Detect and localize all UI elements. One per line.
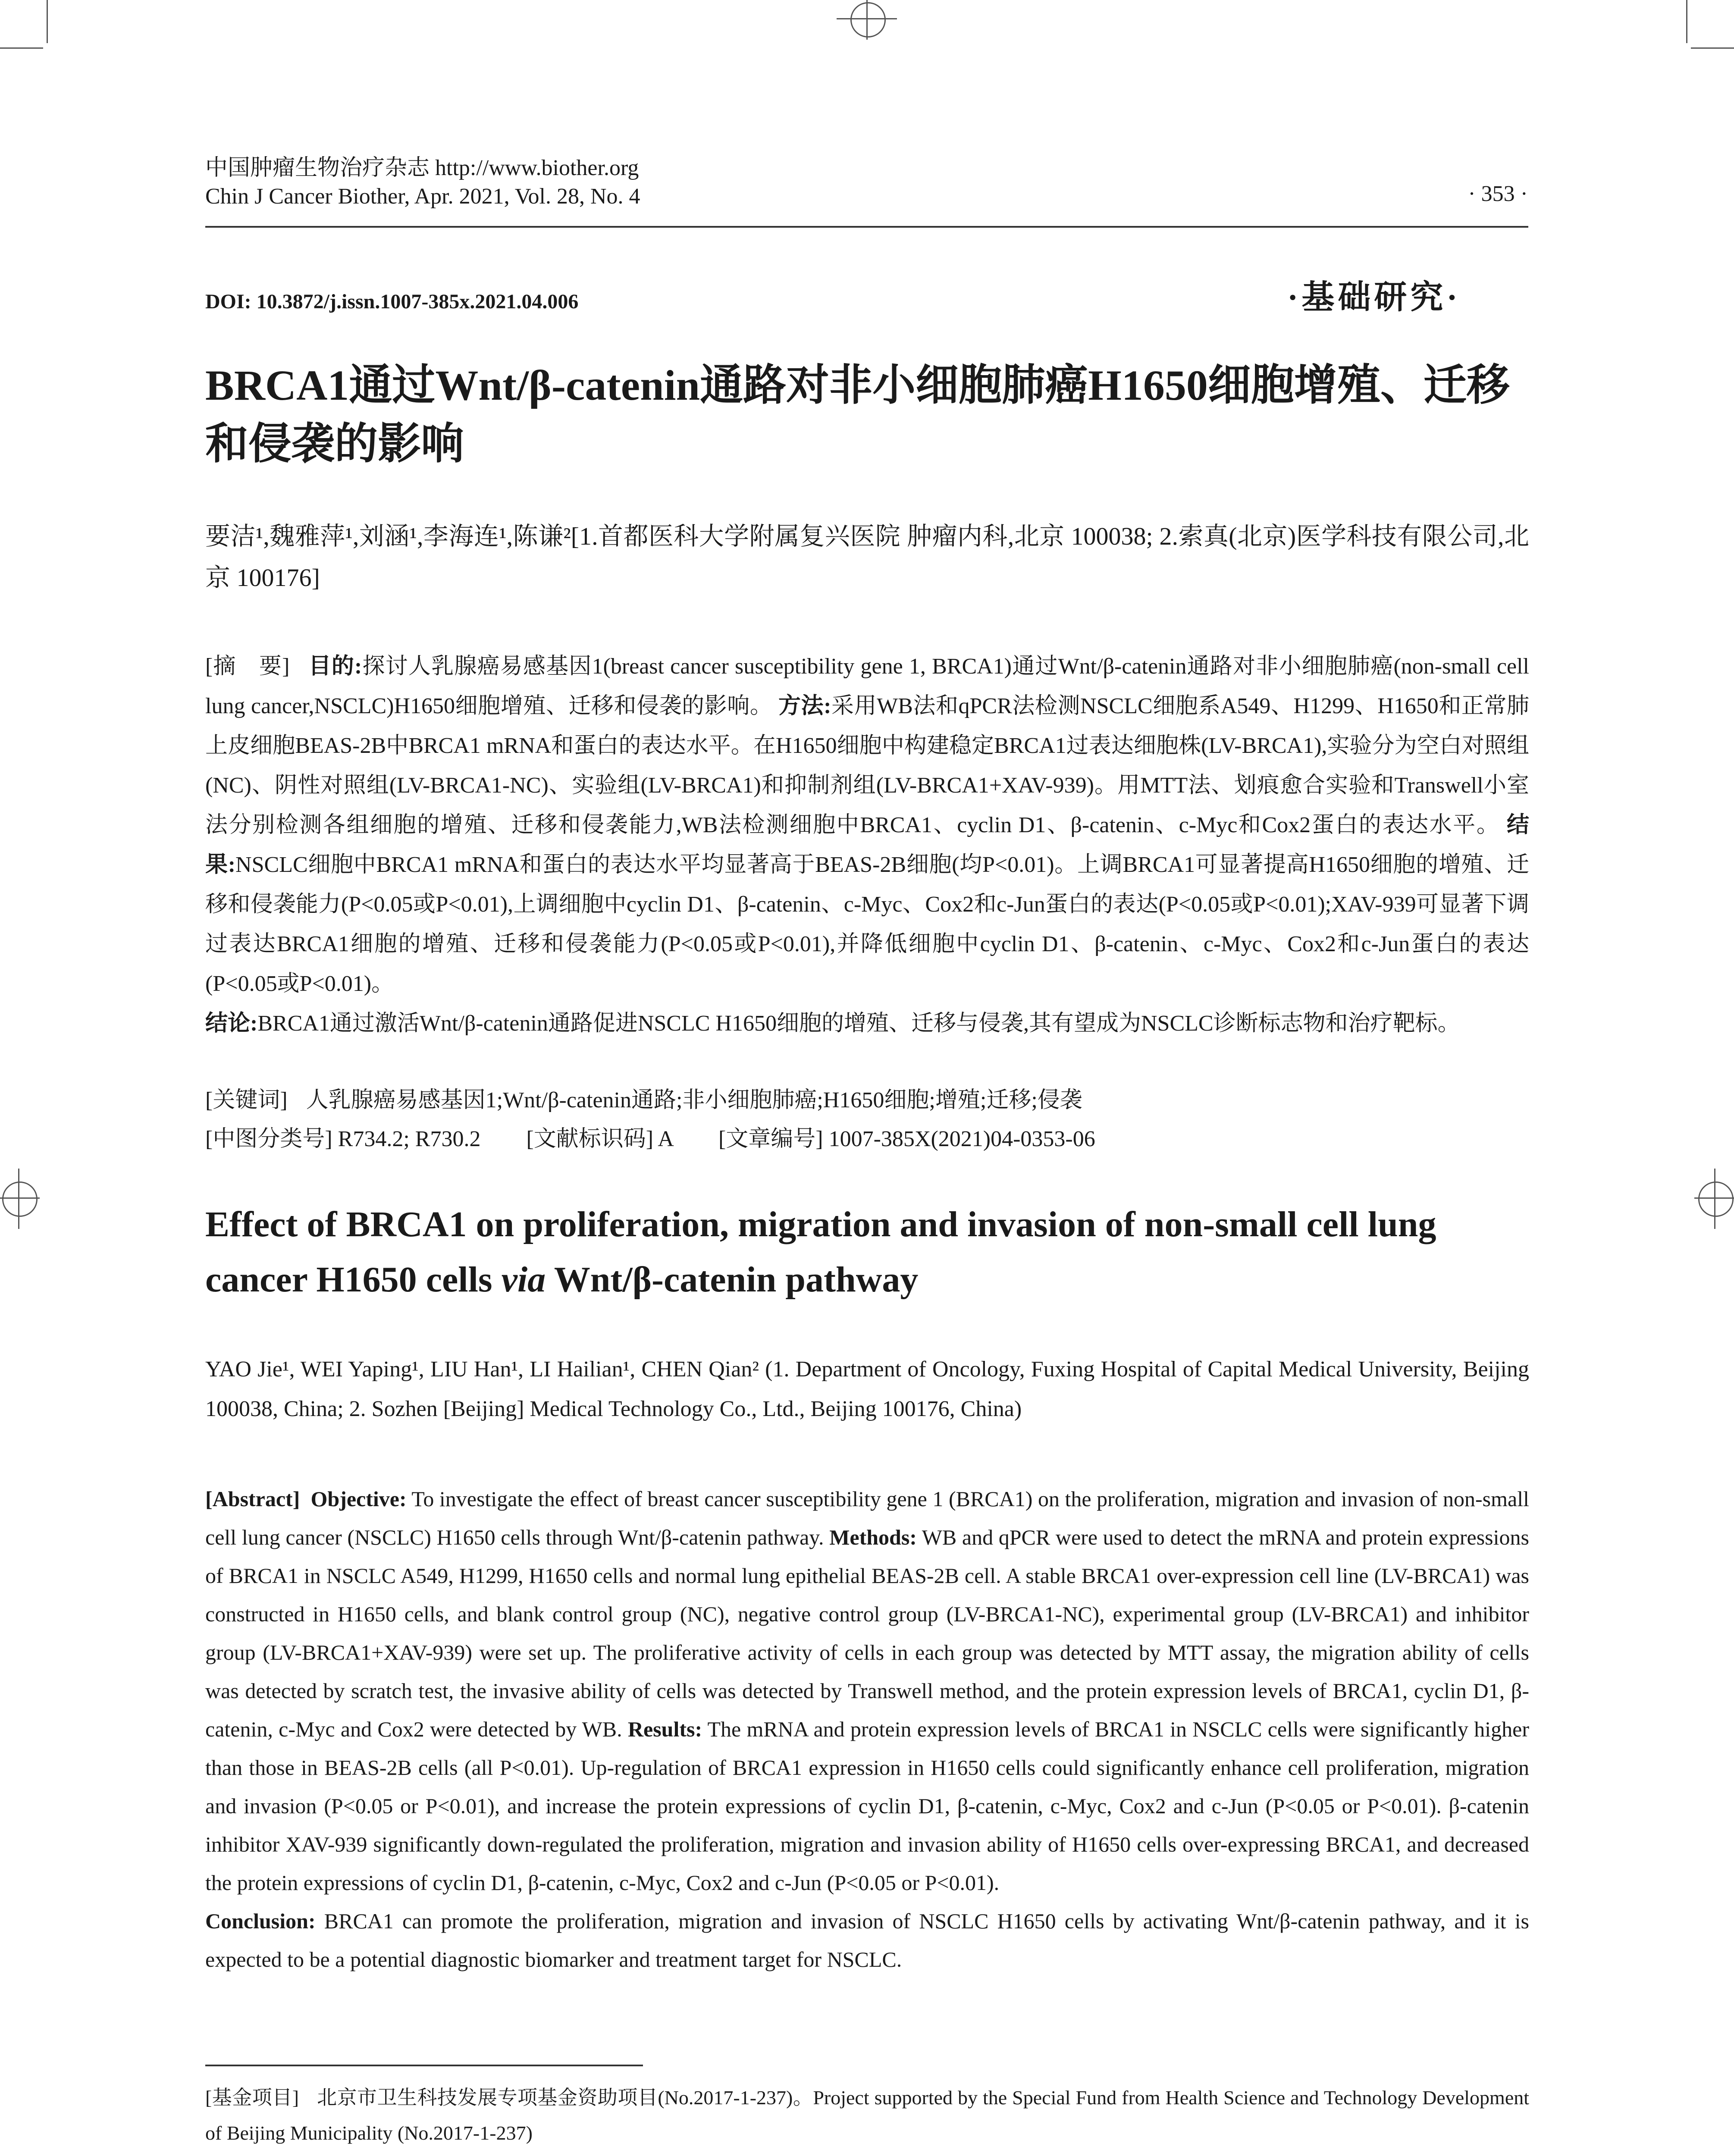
methods-text: 采用WB法和qPCR法检测NSCLC细胞系A549、H1299、H1650和正常肺上皮细胞BEAS-2B中BRCA1 mRNA和蛋白的表达水平。在H1650细胞中构建稳定BRCA1过表达细胞株(LV-BRCA1),实验分为空白对照组(NC)、阴性对照组(LV-BRCA1-NC)、实验组(LV-BRCA1)和抑制剂组(LV-BRCA1+XAV-939)。用MTT法、划痕愈合实验和Transwell小室法分别检测各组细胞的增殖、迁移和侵袭能力,WB法检测细胞中BRCA1、cyclin D1、β-catenin、c-Myc和Cox2蛋白的表达水平。 [205,694,1529,837]
objective-text: 探讨人乳腺癌易感基因1(breast cancer susceptibility gene 1, BRCA1)通过Wnt/β-catenin通路对非小细胞肺癌(non-small cell lung cancer,NSCLC)H1650细胞增殖、迁移和侵袭的影响。 [205,654,1529,718]
section-tag: ·基础研究· [1287,279,1461,316]
keywords-text: 人乳腺癌易感基因1;Wnt/β-catenin通路;非小细胞肺癌;H1650细胞;增殖;迁移;侵袭 [306,1088,1082,1112]
title-en-via: via [501,1260,546,1300]
footnotes [205,2080,1529,2156]
author-note [205,2151,1529,2156]
objective-en-text: To investigate the effect of breast cancer susceptibility gene 1 (BRCA1) on the proliferation, migration and invasion of non-small cell lung cancer (NSCLC) H1650 cells through Wnt/β-catenin pathway. [205,1487,1530,1549]
title-cn: BRCA1通过Wnt/β-catenin通路对非小细胞肺癌H1650细胞增殖、迁移和侵袭的影响 [205,361,1510,468]
conclusion-text: BRCA1通过激活Wnt/β-catenin通路促进NSCLC H1650细胞的增殖、迁移与侵袭,其有望成为NSCLC诊断标志物和治疗靶标。 [257,1011,1460,1036]
title-en [205,1197,1529,1307]
conclusion-label: 结论: [205,1011,258,1036]
results-en-label: Results: [627,1717,702,1741]
footnote-divider [205,2065,643,2066]
fund-note [205,2080,1529,2151]
classification-row [205,1120,1529,1153]
objective-label: 目的: [308,654,362,679]
header-divider [205,226,1528,228]
article-number-value: 1007-385X(2021)04-0353-06 [828,1127,1095,1151]
title-en-part1: Effect of BRCA1 on proliferation, migration and invasion of non-small cell lung cancer H1650 cells [205,1204,1436,1300]
abstract-cn [205,647,1529,1044]
results-text: NSCLC细胞中BRCA1 mRNA和蛋白的表达水平均显著高于BEAS-2B细胞(均P<0.01)。上调BRCA1可显著提高H1650细胞的增殖、迁移和侵袭能力(P<0.05或P<0.01),上调细胞中cyclin D1、β-catenin、c-Myc、Cox2和c-Jun蛋白的表达(P<0.05或P<0.01);XAV-939可显著下调过表达BRCA1细胞的增殖、迁移和侵袭能力(P<0.05或P<0.01),并降低细胞中cyclin D1、β-catenin、c-Myc、Cox2和c-Jun蛋白的表达(P<0.05或P<0.01)。 [205,852,1529,996]
conclusion-en-label: Conclusion: [205,1909,316,1933]
keywords-label: [关键词] [205,1088,288,1112]
objective-en-label: Objective: [310,1487,407,1511]
abstract-en [205,1480,1529,1979]
fund-label: [基金项目] [205,2087,299,2109]
abstract-tag: [摘 要] [205,654,290,679]
results-label: 结果: [205,813,1530,877]
doc-code-label: [文献标识码] [526,1127,654,1151]
article-number-label: [文章编号] [718,1127,823,1151]
doi: DOI: 10.3872/j.issn.1007-385x.2021.04.006 [205,290,579,313]
page-number: · 353 · [1468,182,1528,206]
keywords [205,1081,1529,1114]
doc-code-value: A [658,1127,673,1151]
methods-label: 方法: [778,694,831,718]
authors-cn: 要洁¹,魏雅萍¹,刘涵¹,李海连¹,陈谦²[1.首都医科大学附属复兴医院 肿瘤内科,北京 100038; 2.索真(北京)医学科技有限公司,北京 100176] [205,522,1529,592]
journal-name-en: Chin J Cancer Biother, Apr. 2021, Vol. 28, No. 4 [205,184,640,209]
results-en-text: The mRNA and protein expression levels of BRCA1 in NSCLC cells were significantly higher than those in BEAS-2B cells (all P<0.01). Up-regulation of BRCA1 expression in H1650 cells could significantly enhance cell proliferation, migration and invasion (P<0.05 or P<0.01), and increase the protein expressions of cyclin D1, β-catenin, c-Myc, Cox2 and c-Jun (P<0.05 or P<0.01). β-catenin inhibitor XAV-939 significantly down-regulated the proliferation, migration and invasion ability of H1650 cells over-expressing BRCA1, and decreased the protein expressions of cyclin D1, β-catenin, c-Myc, Cox2 and c-Jun (P<0.05 or P<0.01). [205,1717,1529,1895]
clc-label: [中图分类号] [205,1127,332,1151]
methods-en-label: Methods: [829,1525,917,1549]
conclusion-en-text: BRCA1 can promote the proliferation, migration and invasion of NSCLC H1650 cells by activating Wnt/β-catenin pathway, and it is expected to be a potential diagnostic biomarker and treatment target for NSCLC. [205,1909,1529,1971]
authors-en: YAO Jie¹, WEI Yaping¹, LIU Han¹, LI Hailian¹, CHEN Qian² (1. Department of Oncology, Fuxing Hospital of Capital Medical University, Beijing 100038, China; 2. Sozhen [Beijing] Medical Technology Co., Ltd., Beijing 100176, China) [205,1357,1529,1421]
clc-value: R734.2; R730.2 [338,1127,481,1151]
abstract-en-tag: [Abstract] [205,1487,300,1511]
fund-text: 北京市卫生科技发展专项基金资助项目(No.2017-1-237)。Project supported by the Special Fund from Health Science and Technology Development of Beijing Municipality (No.2017-1-237) [205,2087,1530,2144]
methods-en-text: WB and qPCR were used to detect the mRNA and protein expressions of BRCA1 in NSCLC A549, H1299, H1650 cells and normal lung epithelial BEAS-2B cell. A stable BRCA1 over-expression cell line (LV-BRCA1) was constructed in H1650 cells, and blank control group (NC), negative control group (LV-BRCA1-NC), experimental group (LV-BRCA1) and inhibitor group (LV-BRCA1+XAV-939) were set up. The proliferative activity of cells in each group was detected by MTT assay, the migration ability of cells was detected by scratch test, the invasive ability of cells was detected by Transwell method, and the protein expression levels of BRCA1, cyclin D1, β-catenin, c-Myc and Cox2 were detected by WB. [205,1525,1529,1741]
journal-name-cn: 中国肿瘤生物治疗杂志 http://www.biother.org [205,156,639,180]
title-en-part2: Wnt/β-catenin pathway [546,1260,919,1300]
